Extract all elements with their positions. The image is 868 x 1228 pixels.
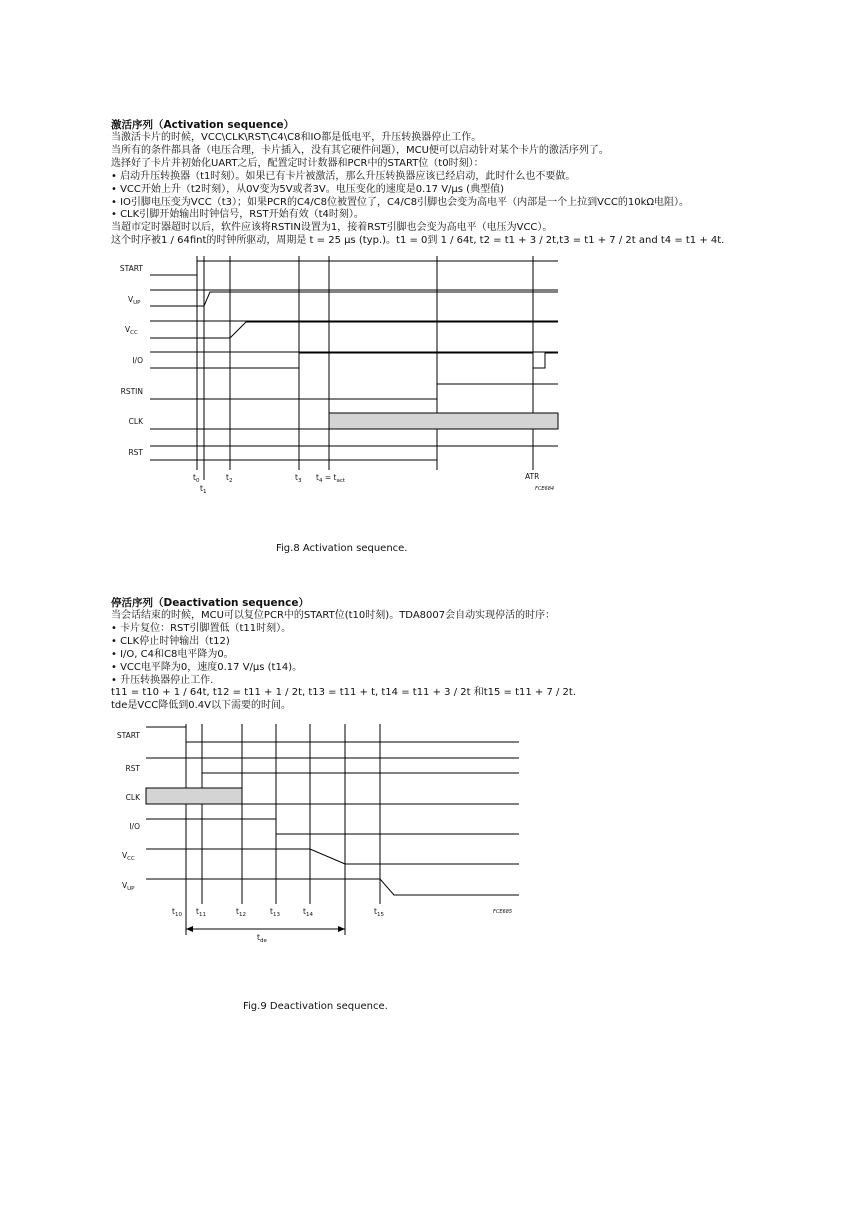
deactivation-line: • CLK停止时钟输出（t12) xyxy=(111,635,230,647)
label-rst: RST xyxy=(128,448,143,457)
activation-line: 选择好了卡片并初始化UART之后，配置定时计数器和PCR中的START位（t0时刻）： xyxy=(111,157,484,169)
deactivation-heading: 停活序列（Deactivation sequence） xyxy=(111,597,309,609)
activation-line: 当激活卡片的时候，VCC\CLK\RST\C4\C8和IO都是低电平，升压转换器停止工作。 xyxy=(111,132,482,143)
time-t1: $t_1$ xyxy=(200,484,207,495)
label-vcc: $V_{CC}$ xyxy=(122,851,135,862)
deactivation-line: 当会话结束的时候，MCU可以复位PCR中的START位(t10时刻)。TDA8007会自动实现停活的时序： xyxy=(111,610,556,621)
io-waveform xyxy=(150,353,558,368)
deactivation-timing-diagram xyxy=(0,720,868,980)
deactivation-line: t11 = t10 + 1 / 64t, t12 = t11 + 1 / 2t, t13 = t11 + t, t14 = t11 + 3 / 2t 和t15 = t11 + 7 / 2t. xyxy=(111,687,577,699)
time-t0: $t_0$ xyxy=(193,473,200,484)
activation-line: • 启动升压转换器（t1时刻）。如果已有卡片被激活，那么升压转换器应该已经启动，此时什么也不要做。 xyxy=(111,170,576,182)
figure-code: FCE684 xyxy=(535,486,555,492)
activation-line: • CLK引脚开始输出时钟信号，RST开始有效（t4时刻）。 xyxy=(111,209,364,221)
time-t14: $t_{14}$ xyxy=(303,907,313,918)
figure-caption: Fig.9 Deactivation sequence. xyxy=(243,1001,388,1012)
clk-active-block xyxy=(146,788,242,804)
time-t13: $t_{13}$ xyxy=(270,907,280,918)
deactivation-line: • 卡片复位：RST引脚置低（t11时刻）。 xyxy=(111,622,292,634)
label-clk: CLK xyxy=(125,793,140,802)
vup-waveform xyxy=(150,292,558,306)
tde-arrow-right xyxy=(338,926,345,932)
time-t3: $t_3$ xyxy=(295,473,302,484)
rst-waveform xyxy=(150,446,437,460)
time-t15: $t_{15}$ xyxy=(374,907,384,918)
deactivation-text xyxy=(111,597,831,713)
rst-waveform xyxy=(146,758,519,773)
start-waveform xyxy=(150,261,558,275)
deactivation-line: • I/O, C4和C8电平降为0。 xyxy=(111,648,234,660)
time-atr: ATR xyxy=(525,472,540,481)
activation-line: 当超市定时器超时以后，软件应该将RSTIN设置为1，接着RST引脚也会变为高电平（电压为VCC）。 xyxy=(111,222,553,234)
label-clk: CLK xyxy=(128,417,143,426)
vcc-waveform xyxy=(150,322,558,338)
label-rst: RST xyxy=(125,764,140,773)
label-start: START xyxy=(119,264,143,273)
figure-caption: Fig.8 Activation sequence. xyxy=(276,543,408,554)
activation-timing-diagram xyxy=(0,0,868,520)
label-vcc: $V_{CC}$ xyxy=(125,325,138,336)
activation-line: 当所有的条件都具备（电压合理，卡片插入，没有其它硬件问题），MCU便可以启动针对某个卡片的激活序列了。 xyxy=(111,144,609,156)
activation-line: • VCC开始上升（t2时刻），从0V变为5V或者3V。电压变化的速度是0.17 V/μs (典型值) xyxy=(111,183,504,195)
deactivation-line: • 升压转换器停止工作. xyxy=(111,674,214,686)
rstin-waveform xyxy=(150,384,558,399)
time-t11: $t_{11}$ xyxy=(196,907,206,918)
label-start: START xyxy=(116,731,140,740)
figure-code: FCE685 xyxy=(493,909,513,915)
label-io: I/O xyxy=(132,356,143,365)
activation-heading: 激活序列（Activation sequence） xyxy=(111,119,295,131)
time-t2: $t_2$ xyxy=(226,473,233,484)
deactivation-line: tde是VCC降低到0.4V以下需要的时间。 xyxy=(111,700,291,712)
start-waveform xyxy=(186,727,519,742)
time-t4-tact: $t_4 = t_{act}$ xyxy=(316,473,346,484)
time-t10: $t_{10}$ xyxy=(172,907,182,918)
clk-active-block xyxy=(329,413,558,429)
label-rstin: RSTIN xyxy=(120,387,143,396)
deactivation-line: • VCC电平降为0，速度0.17 V/μs (t14)。 xyxy=(111,661,303,673)
label-io: I/O xyxy=(129,822,140,831)
label-vup: $V_{UP}$ xyxy=(122,881,135,892)
tde-arrow-left xyxy=(186,926,193,932)
activation-line: 这个时序被1 / 64fint的时钟所驱动，周期是 t = 25 μs (typ.)。t1 = 0到 1 / 64t, t2 = t1 + 3 / 2t,t3 = t1 + 7 / 2t and t4 = t1 + 4t. xyxy=(111,235,725,247)
time-t12: $t_{12}$ xyxy=(236,907,246,918)
time-tde: $t_{de}$ xyxy=(257,933,267,944)
activation-line: • IO引脚电压变为VCC（t3）；如果PCR的C4/C8位被置位了，C4/C8引脚也会变为高电平（内部是一个上拉到VCC的10kΩ电阻）。 xyxy=(111,196,690,208)
label-vup: $V_{UP}$ xyxy=(128,295,141,306)
